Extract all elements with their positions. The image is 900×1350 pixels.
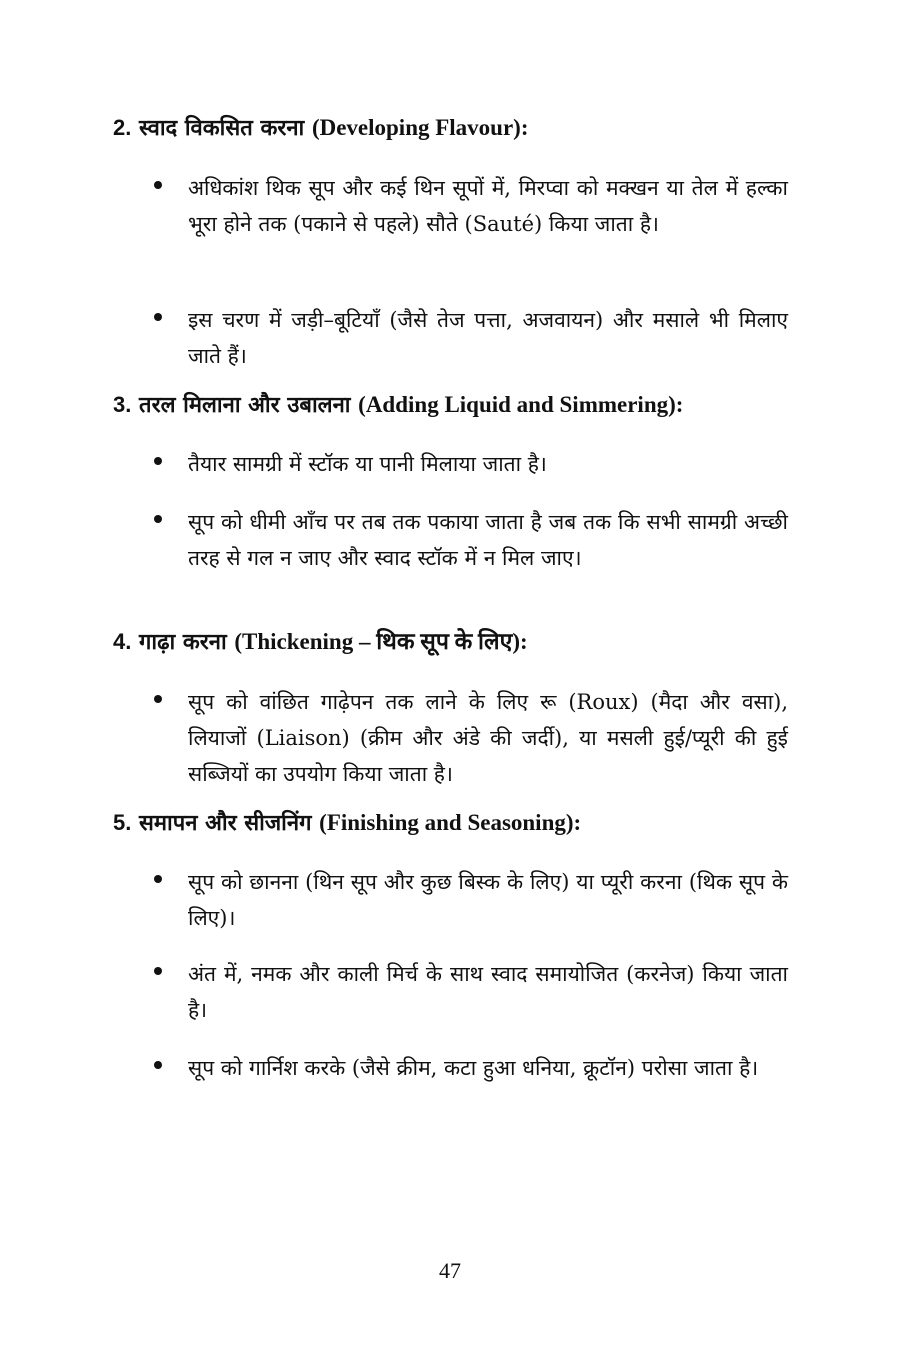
section-title-english: (Developing Flavour): (311, 115, 529, 140)
list-item (150, 864, 790, 936)
list-item (150, 504, 790, 576)
bullet-icon (154, 1061, 162, 1069)
page-number: 47 (439, 1258, 461, 1283)
list-item (150, 302, 790, 374)
list-item (150, 446, 790, 482)
list-item (150, 1050, 790, 1086)
section-title-hindi: समापन और सीजनिंग (139, 810, 312, 836)
section-heading-adding-liquid (113, 390, 813, 420)
list-item-text: सूप को छानना (थिन सूप और कुछ बिस्क के लिए) या प्यूरी करना (थिक सूप के लिए)। (188, 870, 788, 930)
section-heading-developing-flavour (113, 113, 813, 143)
bullet-icon (154, 181, 162, 189)
section-number: 2. (113, 115, 132, 140)
list-item (150, 684, 790, 792)
list-item-text: सूप को धीमी आँच पर तब तक पकाया जाता है जब तक कि सभी सामग्री अच्छी तरह से गल न जाए और स्वाद स्टॉक में न मिल जाए। (188, 510, 788, 570)
section-title-english: (Finishing and Seasoning): (319, 810, 582, 835)
bullet-icon (154, 313, 162, 321)
section-title-english: (Thickening – थिक सूप के लिए): (234, 629, 528, 654)
bullet-icon (154, 457, 162, 465)
section-heading-thickening (113, 627, 813, 657)
section-heading-finishing (113, 808, 813, 838)
section-title-hindi: गाढ़ा करना (139, 629, 227, 655)
bullet-icon (154, 515, 162, 523)
section-number: 4. (113, 629, 132, 654)
section-title-hindi: तरल मिलाना और उबालना (139, 392, 351, 418)
list-item-text: सूप को गार्निश करके (जैसे क्रीम, कटा हुआ धनिया, क्रूटॉन) परोसा जाता है। (188, 1056, 759, 1080)
section-title-english: (Adding Liquid and Simmering): (358, 392, 684, 417)
list-item-text: अंत में, नमक और काली मिर्च के साथ स्वाद समायोजित (करनेज) किया जाता है। (188, 962, 788, 1022)
list-item-text: सूप को वांछित गाढ़ेपन तक लाने के लिए रू (Roux) (मैदा और वसा), लियाजों (Liaison) (क्रीम और अंडे की जर्दी), या मसली हुई/प्यूरी की हुई सब्जियों का उपयोग किया जाता है। (188, 690, 788, 786)
section-title-hindi: स्वाद विकसित करना (139, 115, 305, 141)
section-number: 3. (113, 392, 132, 417)
list-item-text: तैयार सामग्री में स्टॉक या पानी मिलाया जाता है। (188, 452, 547, 476)
list-item-text: अधिकांश थिक सूप और कई थिन सूपों में, मिरप्वा को मक्खन या तेल में हल्का भूरा होने तक (पकाने से पहले) सौते (Sauté) किया जाता है। (188, 176, 788, 236)
list-item (150, 956, 790, 1028)
section-number: 5. (113, 810, 132, 835)
bullet-icon (154, 875, 162, 883)
bullet-icon (154, 695, 162, 703)
bullet-icon (154, 967, 162, 975)
list-item (150, 170, 790, 242)
list-item-text: इस चरण में जड़ी–बूटियाँ (जैसे तेज पत्ता, अजवायन) और मसाले भी मिलाए जाते हैं। (188, 308, 788, 368)
